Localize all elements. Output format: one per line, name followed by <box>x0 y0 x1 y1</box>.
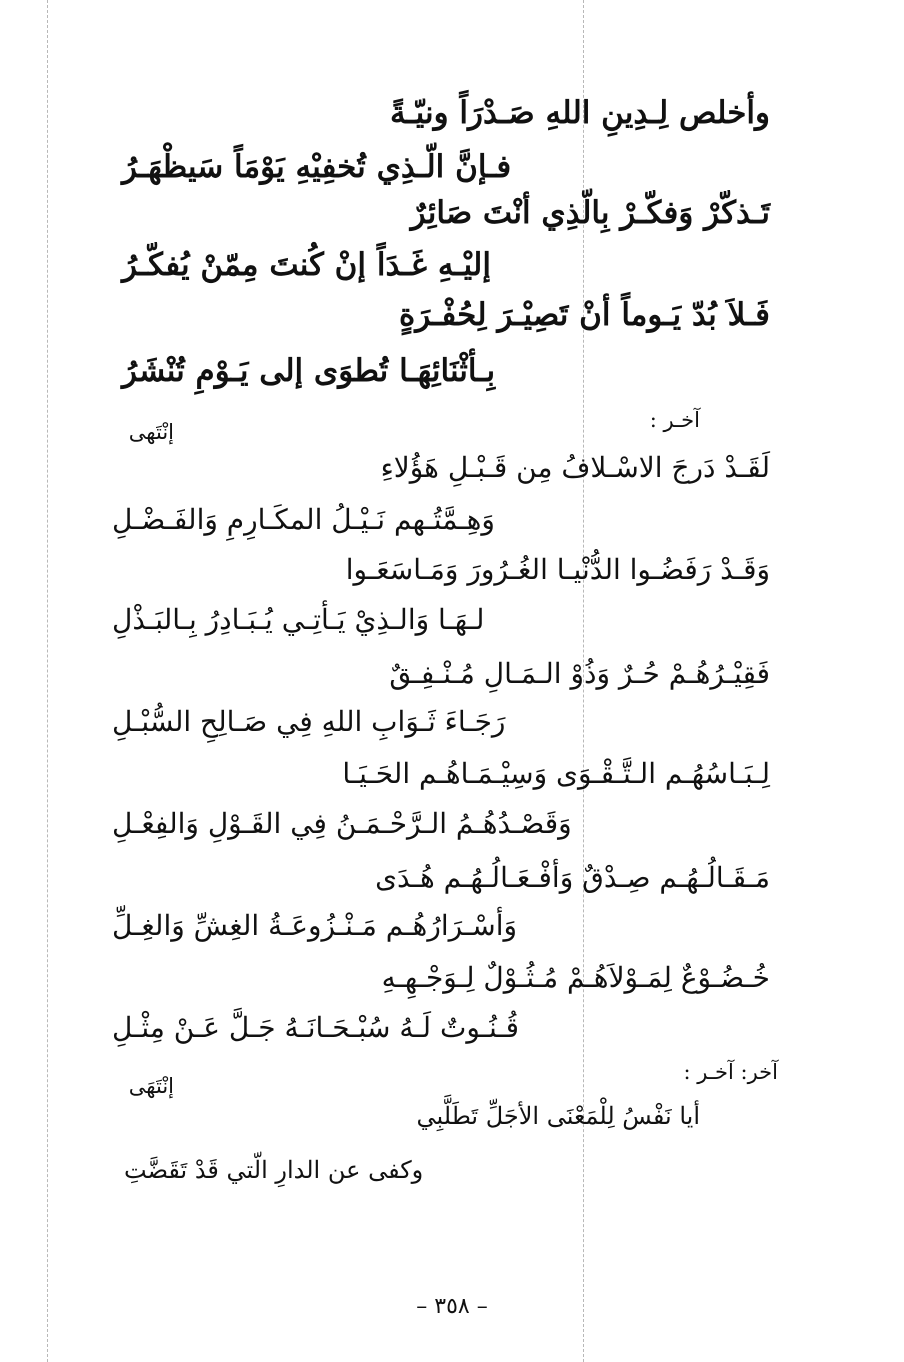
poem-line: وكفى عن الدارِ الّتي قَدْ تَقَضَّتِ <box>124 1156 424 1184</box>
poem-line: وَقَـدْ رَفَضُـوا الدُّنْيـا الغُـرُورَ وَمَـاسَعَـوا <box>345 553 770 586</box>
poem-line: قُـنُـوتٌ لَـهُ سُبْـحَـانَـهُ جَـلَّ عَـنْ مِثْـلِ <box>112 1011 520 1044</box>
poem-line: لـهَـا وَالـذِيْ يَـأتِـي يُـبَـادِرُ بِـالبَـذْلِ <box>112 603 485 636</box>
poem-line: وَقَصْـدُهُـمُ الـرَّحْـمَـنُ فِي القَـوْلِ وَالفِعْـلِ <box>112 807 572 840</box>
page-number: – ٣٥٨ – <box>416 1294 488 1319</box>
end-marker: إنْتَهى <box>128 420 174 444</box>
poem-line: وَأسْـرَارُهُـم مَـنْـزُوعَـةُ الغِشِّ وَالغِـلِّ <box>112 909 518 942</box>
poem-line: فَقِيْـرُهُـمْ حُـرٌ وَذُوْ الـمَـالِ مُـنْـفِـقٌ <box>389 657 770 690</box>
poem-line: وَهِـمَّتُـهم نَـيْـلُ المكَـارِمِ وَالفَـضْـلِ <box>112 503 495 536</box>
poem-line: أيا نَفْسُ لِلْمَعْنَى الأجَلِّ تَطَلَّبِي <box>416 1102 700 1130</box>
dashed-guide-left <box>47 0 48 1362</box>
poem-line: رَجَـاءَ ثَـوَابِ اللهِ فِي صَـالِحِ السُّبْـلِ <box>112 705 506 738</box>
poem-line: مَـقَـالُـهُـم صِـدْقٌ وَأفْـعَـالُـهُـم هُـدَى <box>375 861 770 894</box>
poem-line: فَـلاَ بُدّ يَـوماً أنْ تَصِيْـرَ لِحُفْـرَةٍ <box>398 297 770 333</box>
section-label: آخر: آخـر : <box>683 1060 778 1084</box>
poem-line: بِـأثْنَائِهَـا تُطوَى إلى يَـوْمِ تُنْشَرُ <box>122 353 496 389</box>
poem-line: إليْـهِ غَـدَاً إنْ كُنتَ مِمّنْ يُفكّـرُ <box>122 247 491 283</box>
poem-line: لِـبَـاسُهُـم الـتَّـقْـوَى وَسِيْـمَـاهُـم الحَـيَـا <box>342 757 770 790</box>
poem-line: تَـذكّرْ وَفكّـرْ بِالّذِي أنْتَ صَائِرٌ <box>410 195 770 231</box>
poem-line: فـإنَّ الّـذِي تُخفِيْهِ يَوْمَاً سَيظْهَـرُ <box>122 149 512 185</box>
section-label: آخـر : <box>649 408 700 432</box>
end-marker: إنْتَهَى <box>128 1074 174 1098</box>
poem-line: لَقَـدْ دَرجَ الاسْـلافُ مِن قَـبْـلِ هَؤُلاءِ <box>380 451 770 484</box>
poem-line: وأخلص لِـدِينِ اللهِ صَـدْرَاً ونيّـةً <box>389 95 770 131</box>
poem-line: خُـضُـوْعٌ لِمَـوْلاَهُـمْ مُـثُـوْلٌ لِـوَجْـهِـهِ <box>381 961 770 994</box>
